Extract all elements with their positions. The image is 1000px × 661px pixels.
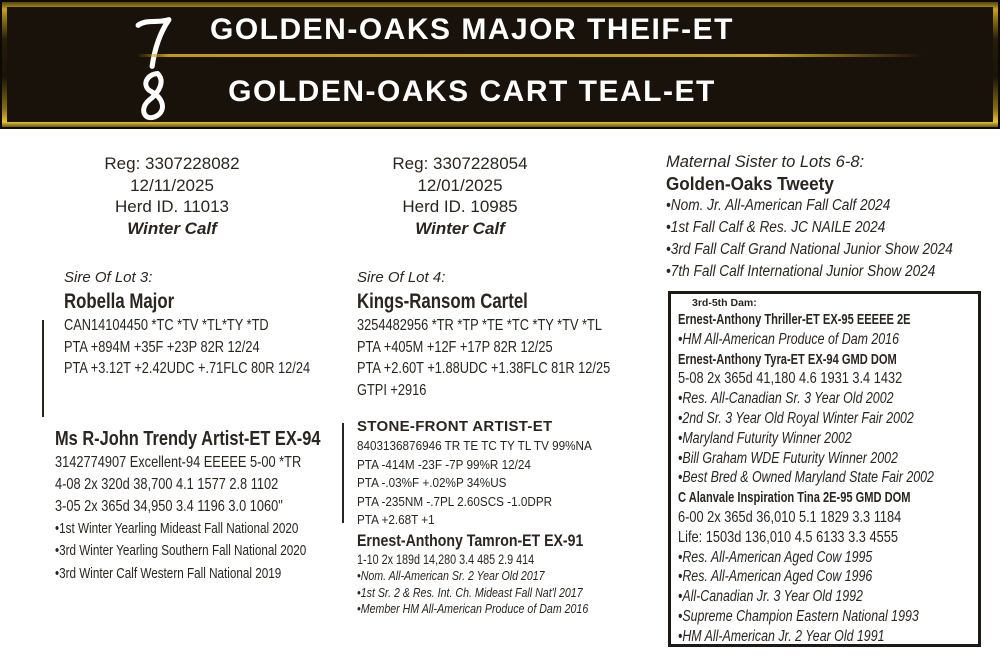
dam-box-award: •Best Bred & Owned Maryland State Fair 2002 xyxy=(678,469,934,487)
grandsire-stat-line: PTA +2.68T +1 xyxy=(357,512,435,528)
lot8-reg-number: Reg: 3307228054 xyxy=(392,154,528,173)
lot-header-banner xyxy=(0,0,1000,129)
dam-box-award: •2nd Sr. 3 Year Old Royal Winter Fair 2002 xyxy=(678,409,914,427)
dam-box-award: •Maryland Futurity Winner 2002 xyxy=(678,429,852,447)
lot8-herd-id: Herd ID. 10985 xyxy=(402,197,518,216)
dam-award-line: •3rd Winter Yearling Southern Fall National 2020 xyxy=(55,542,307,560)
lot8-registration xyxy=(350,153,570,239)
dam-award-line: •Nom. All-American Sr. 2 Year Old 2017 xyxy=(357,568,545,583)
dam-box-award: •Res. All-American Aged Cow 1996 xyxy=(678,568,873,586)
sire-stat-line: GTPI +2916 xyxy=(357,382,427,400)
sire-stat-line: 3254482956 *TR *TP *TE *TC *TY *TV *TL xyxy=(357,317,602,334)
dam-box-stat: 5-08 2x 365d 41,180 4.6 1931 3.4 1432 xyxy=(678,370,903,388)
dam-stat-line: 3142774907 Excellent-94 EEEEE 5-00 *TR xyxy=(55,454,302,471)
maternal-sister-block xyxy=(666,151,1000,283)
lot8-birth-date: 12/01/2025 xyxy=(417,175,503,195)
dam-box-stat: 6-00 2x 365d 36,010 5.1 1829 3.3 1184 xyxy=(678,508,902,526)
dam-history-box xyxy=(668,291,981,647)
fourth-dam-name: Ernest-Anthony Tyra-ET EX-94 GMD DOM xyxy=(678,350,897,368)
sire-stat-line: PTA +3.12T +2.42UDC +.71FLC 80R 12/24 xyxy=(64,360,311,378)
dam-box-award: •HM All-American Produce of Dam 2016 xyxy=(678,330,899,348)
lot7-sire-block xyxy=(64,268,372,380)
dam-stat-line: 4-08 2x 320d 38,700 4.1 1577 2.8 1102 xyxy=(55,476,279,493)
dam-box-stat: Life: 1503d 136,010 4.5 6133 3.3 4555 xyxy=(678,528,898,546)
grandsire-stat-line: PTA -.03%F +.02%P 34%US xyxy=(357,475,507,491)
lot8-grandsire-name: STONE-FRONT ARTIST-ET xyxy=(357,418,553,435)
lot7-registration xyxy=(62,153,282,239)
lot7-reg-number: Reg: 3307228082 xyxy=(104,154,240,173)
lot8-sire-label: Sire Of Lot 4: xyxy=(357,269,446,286)
lot7-class: Winter Calf xyxy=(127,218,217,238)
lot7-sire-name: Robella Major xyxy=(64,290,175,313)
lot7-dam-name: Ms R-John Trendy Artist-ET EX-94 xyxy=(55,428,321,450)
dam-stat-line: 1-10 2x 189d 14,280 3.4 485 2.9 414 xyxy=(357,551,535,567)
sire-stat-line: PTA +2.60T +1.88UDC +1.38FLC 81R 12/25 xyxy=(357,360,611,378)
dam-box-award: •Res. All-Canadian Sr. 3 Year Old 2002 xyxy=(678,390,894,408)
dam-box-award: •Supreme Champion Eastern National 1993 xyxy=(678,607,919,625)
maternal-sister-label: Maternal Sister to Lots 6-8: xyxy=(666,153,865,171)
header-inner xyxy=(7,7,993,122)
lot8-dam-name: Ernest-Anthony Tamron-ET EX-91 xyxy=(357,530,584,550)
maternal-sister-award: •7th Fall Calf International Junior Show 2024 xyxy=(666,263,936,280)
lot7-herd-id: Herd ID. 11013 xyxy=(114,197,230,216)
dam-award-line: •1st Sr. 2 & Res. Int. Ch. Mideast Fall Nat'l 2017 xyxy=(357,585,583,600)
maternal-sister-award: •Nom. Jr. All-American Fall Calf 2024 xyxy=(666,197,891,214)
dam-box-award: •Bill Graham WDE Futurity Winner 2002 xyxy=(678,449,898,467)
grandsire-stat-line: PTA -235NM -.7PL 2.60SCS -1.0DPR xyxy=(357,493,553,509)
dam-box-award: •All-Canadian Jr. 3 Year Old 1992 xyxy=(678,588,863,606)
dam-award-line: •1st Winter Yearling Mideast Fall National 2020 xyxy=(55,520,299,537)
sire-stat-line: CAN14104450 *TC *TV *TL*TY *TD xyxy=(64,317,269,334)
dam-award-line: •Member HM All-American Produce of Dam 2016 xyxy=(357,602,589,617)
lot8-class: Winter Calf xyxy=(415,218,505,238)
grandsire-stat-line: 8403136876946 TR TE TC TY TL TV 99%NA xyxy=(357,438,592,453)
dam-box-award: •HM All-American Jr. 2 Year Old 1991 xyxy=(678,627,885,645)
maternal-sister-name: Golden-Oaks Tweety xyxy=(666,174,834,194)
lot8-sire-name: Kings-Ransom Cartel xyxy=(357,290,528,313)
dam-award-line: •3rd Winter Calf Western Fall National 2019 xyxy=(55,564,282,582)
dam-stat-line: 3-05 2x 365d 34,950 3.4 1196 3.0 1060" xyxy=(55,498,283,515)
lot7-dam-block xyxy=(55,427,379,585)
lot8-title: GOLDEN-OAKS CART TEAL-ET xyxy=(228,75,716,108)
gold-border xyxy=(2,2,998,127)
grandsire-stat-line: PTA -414M -23F -7P 99%R 12/24 xyxy=(357,456,531,472)
lot8-grandsire-block xyxy=(357,417,630,618)
lot7-title: GOLDEN-OAKS MAJOR THEIF-ET xyxy=(210,13,734,46)
maternal-sister-award: •3rd Fall Calf Grand National Junior Show 2024 xyxy=(666,241,953,258)
sire-stat-line: PTA +405M +12F +17P 82R 12/25 xyxy=(357,338,553,356)
gold-divider-line xyxy=(137,54,923,57)
maternal-sister-award: •1st Fall Calf & Res. JC NAILE 2024 xyxy=(666,219,886,236)
lot8-sire-block xyxy=(357,268,674,402)
lot7-sire-label: Sire Of Lot 3: xyxy=(64,269,153,286)
dam-box-label: 3rd-5th Dam: xyxy=(692,297,757,309)
sire-stat-line: PTA +894M +35F +23P 82R 12/24 xyxy=(64,338,260,356)
pedigree-bracket-line xyxy=(42,320,44,417)
dam-box-award: •Res. All-American Aged Cow 1995 xyxy=(678,548,873,566)
pedigree-bracket-line xyxy=(342,423,344,523)
lot7-birth-date: 12/11/2025 xyxy=(130,175,214,195)
third-dam-name: Ernest-Anthony Thriller-ET EX-95 EEEEE 2E xyxy=(678,311,911,328)
fifth-dam-name: C Alanvale Inspiration Tina 2E-95 GMD DOM xyxy=(678,489,911,507)
